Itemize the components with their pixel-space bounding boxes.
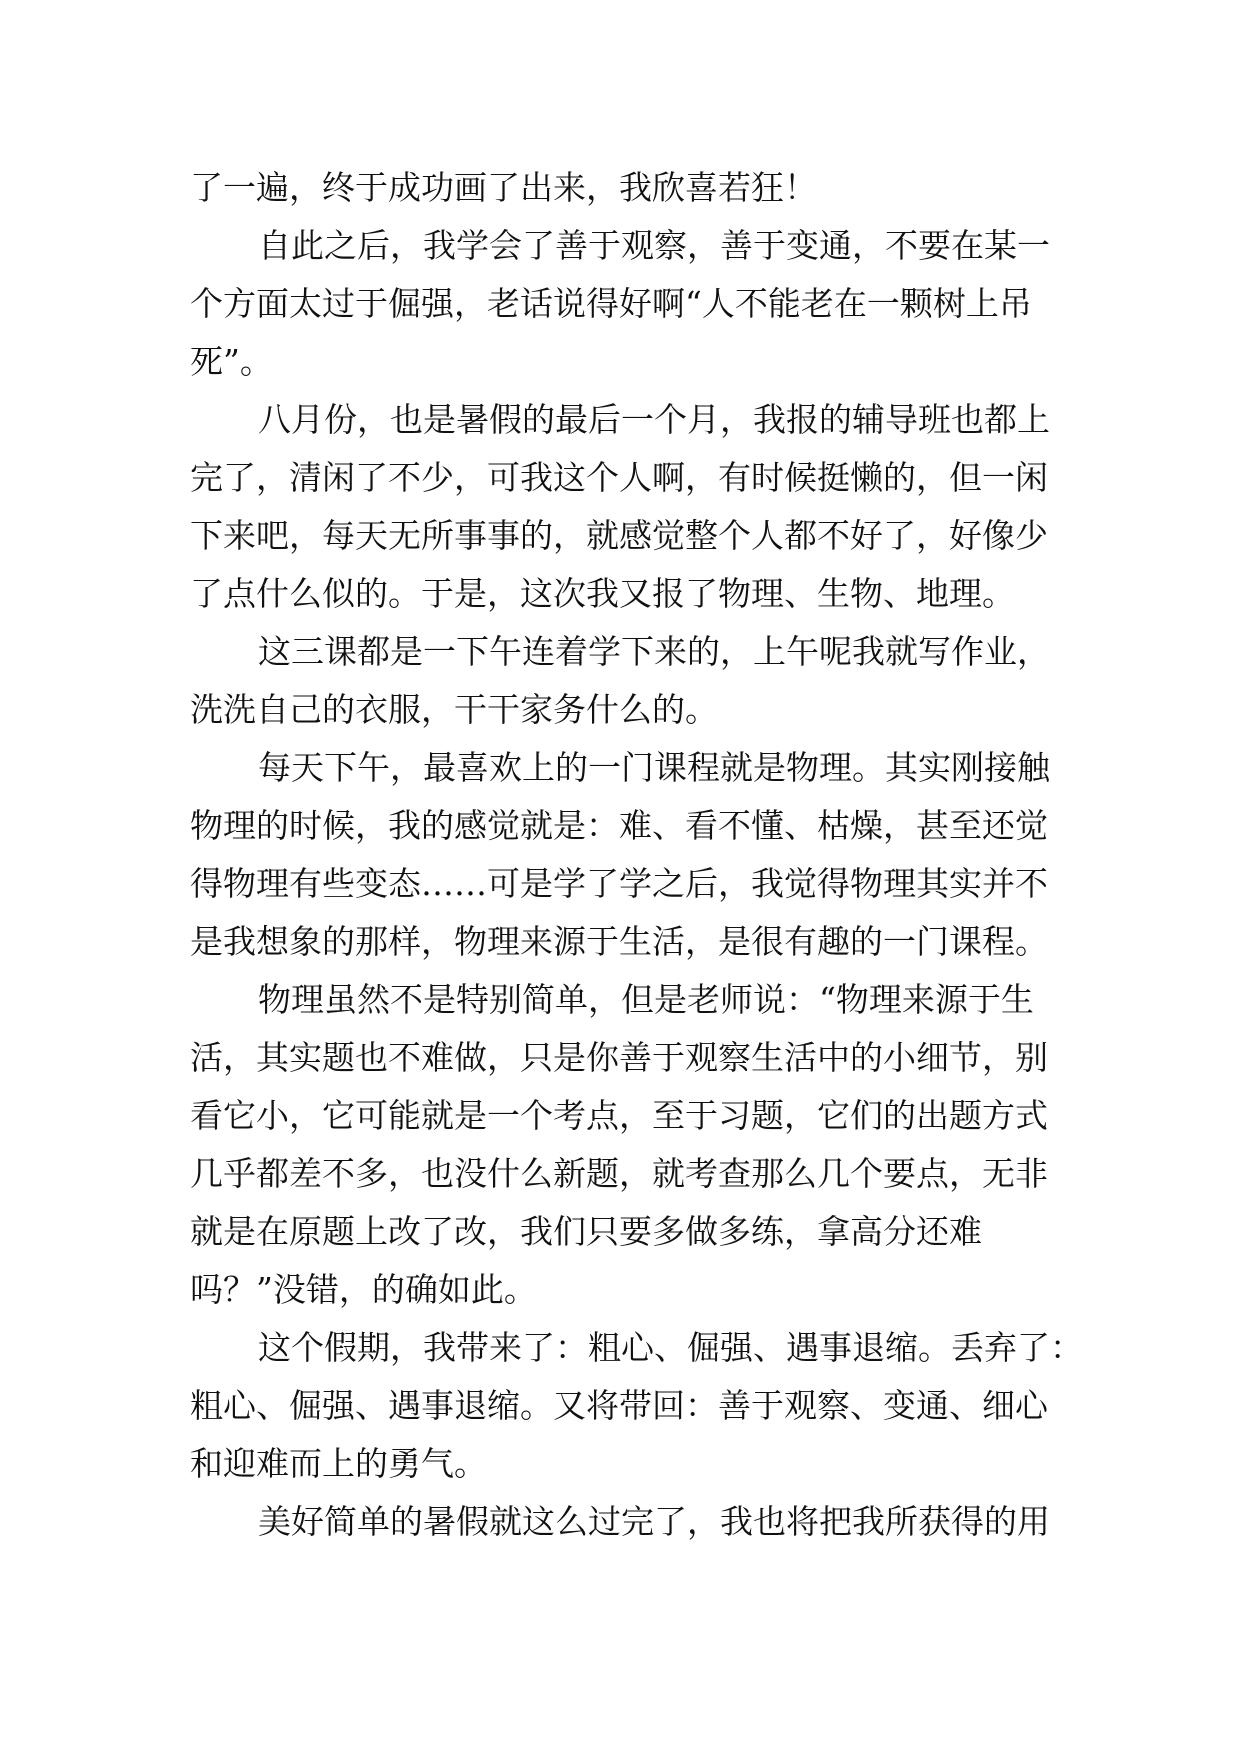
text-line: 美好简单的暑假就这么过完了，我也将把我所获得的用 (258, 1502, 1050, 1541)
text-line: 几乎都差不多，也没什么新题，就考查那么几个要点，无非 (190, 1154, 1048, 1193)
text-line: 下来吧，每天无所事事的，就感觉整个人都不好了，好像少 (190, 516, 1048, 555)
text-line: 就是在原题上改了改，我们只要多做多练，拿高分还难 (190, 1212, 982, 1251)
text-line: 是我想象的那样，物理来源于生活，是很有趣的一门课程。 (190, 922, 1048, 961)
text-line: 洗洗自己的衣服，干干家务什么的。 (190, 690, 718, 729)
text-line: 看它小，它可能就是一个考点，至于习题，它们的出题方式 (190, 1096, 1048, 1135)
text-line: 了一遍，终于成功画了出来，我欣喜若狂！ (190, 168, 817, 207)
text-line: 死”。 (190, 342, 273, 381)
text-line: 粗心、倔强、遇事退缩。又将带回：善于观察、变通、细心 (190, 1386, 1048, 1425)
text-line: 每天下午，最喜欢上的一门课程就是物理。其实刚接触 (258, 748, 1050, 787)
text-line: 物理的时候，我的感觉就是：难、看不懂、枯燥，甚至还觉 (190, 806, 1048, 845)
text-line: 了点什么似的。于是，这次我又报了物理、生物、地理。 (190, 574, 1015, 613)
text-line: 得物理有些变态……可是学了学之后，我觉得物理其实并不 (190, 864, 1048, 903)
text-line: 吗？”没错，的确如此。 (190, 1270, 537, 1309)
text-line: 这个假期，我带来了：粗心、倔强、遇事退缩。丢弃了： (258, 1328, 1083, 1367)
text-line: 和迎难而上的勇气。 (190, 1444, 487, 1483)
text-line: 自此之后，我学会了善于观察，善于变通，不要在某一 (258, 226, 1050, 265)
text-line: 活，其实题也不难做，只是你善于观察生活中的小细节，别 (190, 1038, 1048, 1077)
text-line: 完了，清闲了不少，可我这个人啊，有时候挺懒的，但一闲 (190, 458, 1048, 497)
text-line: 这三课都是一下午连着学下来的，上午呢我就写作业， (258, 632, 1050, 671)
text-line: 物理虽然不是特别简单，但是老师说：“物理来源于生 (258, 980, 1034, 1019)
text-line: 八月份，也是暑假的最后一个月，我报的辅导班也都上 (258, 400, 1050, 439)
text-line: 个方面太过于倔强，老话说得好啊“人不能老在一颗树上吊 (190, 284, 1032, 323)
